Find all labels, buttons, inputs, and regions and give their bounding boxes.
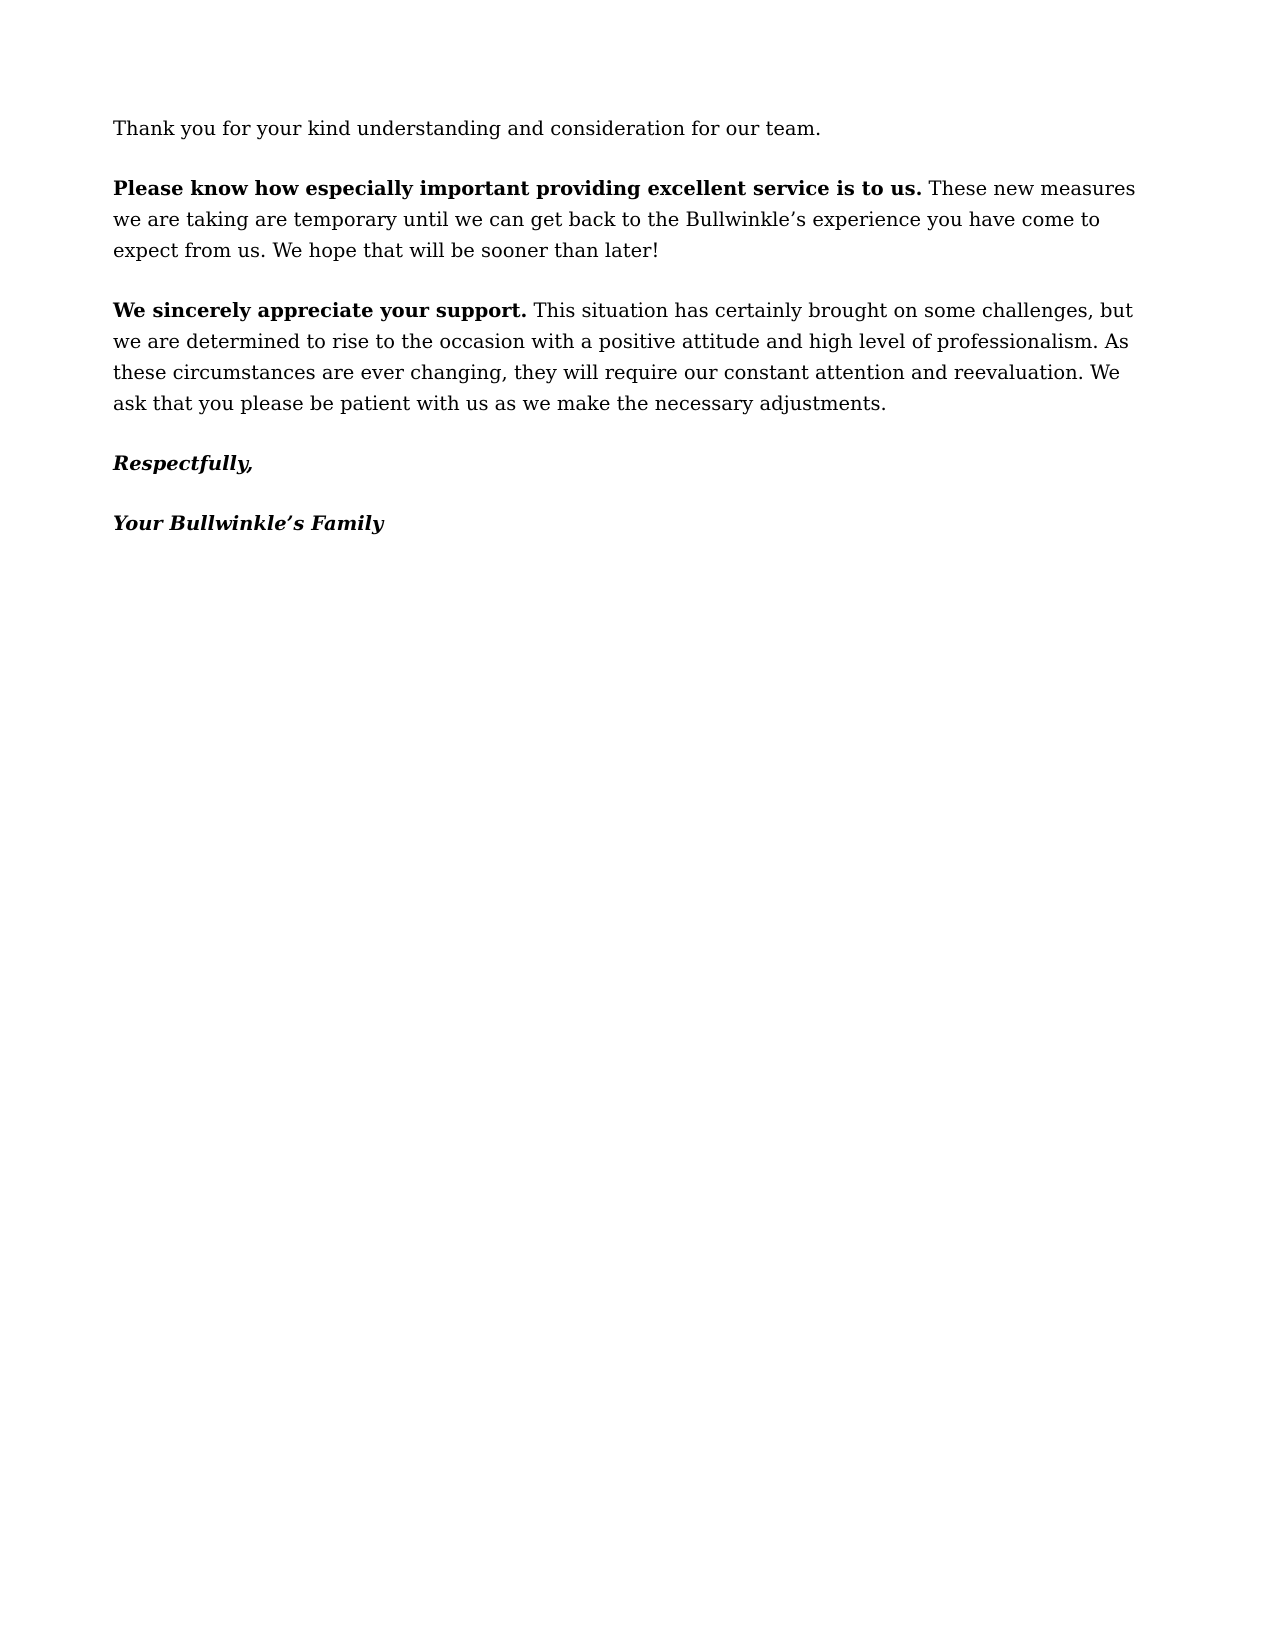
intro-paragraph: Thank you for your kind understanding and consideration for our team. xyxy=(113,117,822,140)
support-paragraph xyxy=(113,295,1143,419)
support-paragraph-lead: We sincerely appreciate your support. xyxy=(113,299,528,322)
support-paragraph-text: This situation has certainly brought on some challenges, but we are determined to rise to the occasion with a positive attitude and high level of professionalism. As these circumstances are ever changing, they will require our constant attention and reevaluation. We ask that you please be patient with us as we make the necessary adjustments. xyxy=(113,299,1133,415)
closing-line: Respectfully, xyxy=(113,452,254,475)
letter-body xyxy=(113,113,1143,568)
service-paragraph-lead: Please know how especially important providing excellent service is to us. xyxy=(113,177,923,200)
service-paragraph-text: These new measures we are taking are temporary until we can get back to the Bullwinkle’s experience you have come to expect from us. We hope that will be sooner than later! xyxy=(113,177,1136,262)
signature-line: Your Bullwinkle’s Family xyxy=(113,512,384,535)
service-paragraph xyxy=(113,173,1143,266)
